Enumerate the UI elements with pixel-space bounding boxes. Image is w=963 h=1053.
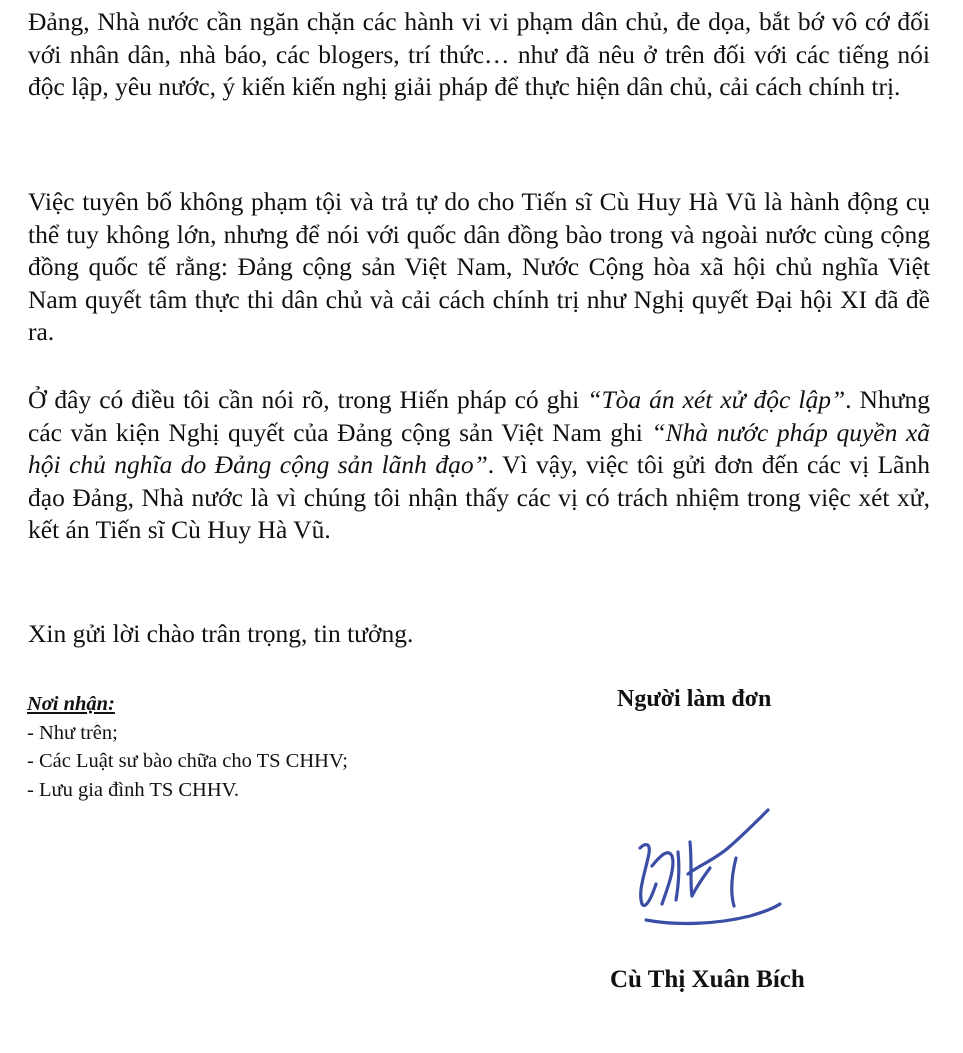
recipient-item: - Lưu gia đình TS CHHV.: [27, 776, 348, 805]
recipient-item: - Như trên;: [27, 719, 348, 748]
paragraph-3-part-1: Ở đây có điều tôi cần nói rõ, trong Hiến pháp có ghi: [28, 385, 588, 414]
recipient-item: - Các Luật sư bào chữa cho TS CHHV;: [27, 747, 348, 776]
applicant-label: Người làm đơn: [617, 686, 772, 712]
signer-name: Cù Thị Xuân Bích: [610, 966, 805, 993]
recipients-list: [27, 719, 348, 805]
recipients-block: [27, 690, 348, 804]
paragraph-3-part-3: . Vì vậy, việc tôi gửi đơn đến các vị Lãnh đạo Đảng, Nhà nước là vì chúng tôi nhận thấy các vị có trách nhiệm trong việc xét xử, kết án Tiến sĩ Cù Huy Hà Vũ.: [28, 450, 930, 545]
paragraph-1: Đảng, Nhà nước cần ngăn chặn các hành vi vi phạm dân chủ, đe dọa, bắt bớ vô cớ đối với nhân dân, nhà báo, các blogers, trí thức… như đã nêu ở trên đối với các tiếng nói độc lập, yêu nước, ý kiến kiến nghị giải pháp để thực hiện dân chủ, cải cách chính trị.: [28, 7, 930, 102]
paragraph-3: [28, 384, 930, 547]
handwritten-signature: [618, 796, 793, 946]
recipients-title: Nơi nhận:: [27, 693, 115, 715]
paragraph-2: Việc tuyên bố không phạm tội và trả tự do cho Tiến sĩ Cù Huy Hà Vũ là hành động cụ thể tuy không lớn, nhưng để nói với quốc dân đồng bào trong và ngoài nước cùng cộng đồng quốc tế rằng: Đảng cộng sản Việt Nam, Nước Cộng hòa xã hội chủ nghĩa Việt Nam quyết tâm thực thi dân chủ và cải cách chính trị như Nghị quyết Đại hội XI đã đề ra.: [28, 187, 930, 347]
party-resolution-quote: “Nhà nước pháp quyền xã hội chủ nghĩa do Đảng cộng sản lãnh đạo”: [28, 417, 930, 480]
paragraph-3-part-2: . Nhưng các văn kiện Nghị quyết của Đảng cộng sản Việt Nam ghi: [28, 385, 930, 447]
constitution-quote: “Tòa án xét xử độc lập”: [587, 385, 846, 414]
closing-line: Xin gửi lời chào trân trọng, tin tưởng.: [28, 619, 414, 648]
